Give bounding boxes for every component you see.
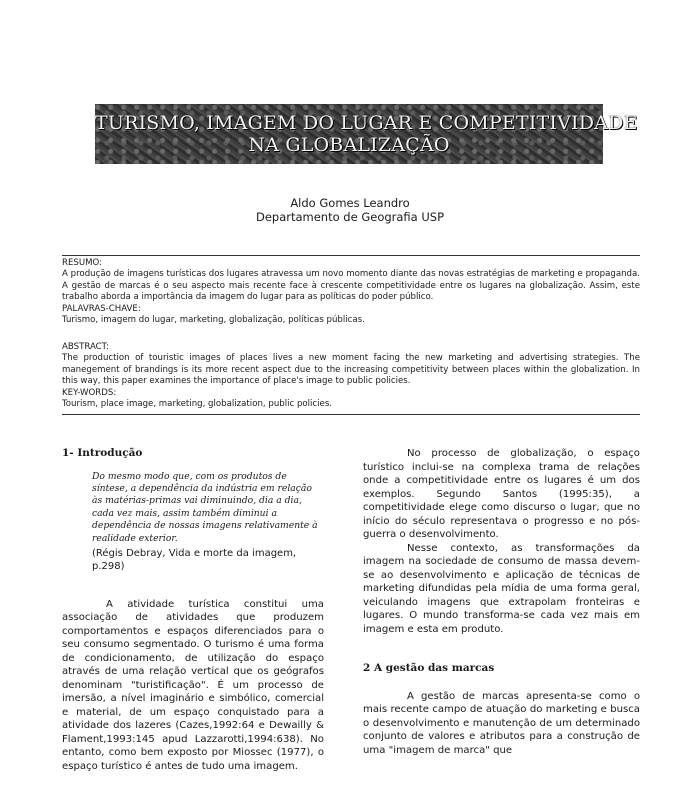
title-banner (95, 104, 638, 164)
abstract-text: The production of touristic images of places lives a new moment facing the new marketing and advertising strategies. The manegement of brandings is its more recent aspect due to the increasing competitivity between places within the globalization. In this way, this paper examines the importance of place's image to public policies. (62, 353, 640, 387)
bottom-divider (62, 414, 640, 415)
abstract-block (62, 342, 640, 410)
left-column (62, 447, 324, 773)
resumo-text: A produção de imagens turísticas dos lugares atravessa um novo momento diante das novas estratégias de marketing e propaganda. A gestão de marcas é o seu aspecto mais recente face à crescente competitividade entre os lugares na globalização. Assim, este trabalho aborda a importância da imagem do lugar para as políticas do poder público. (62, 269, 640, 303)
top-divider (62, 255, 640, 256)
section-1-heading: 1- Introdução (62, 447, 143, 459)
intro-paragraph-2: No processo de globalização, o espaço turístico inclui-se na complexa trama de relações onde a competitividade entre os lugares é um dos exemplos. Segundo Santos (1995:35), a competitividade elege como discurso o lugar, que no início do século representava o progresso e no pós-guerra o desenvolvimento. (363, 448, 640, 540)
author-affiliation: Departamento de Geografia USP (255, 210, 445, 224)
abstract-label: ABSTRACT: (62, 342, 109, 352)
palavras-chave-text: Turismo, imagem do lugar, marketing, globalização, políticas públicas. (62, 315, 365, 326)
resumo-label: RESUMO: (62, 258, 103, 268)
epigraph-source: (Régis Debray, Vida e morte da imagem, p.298) (92, 547, 297, 573)
title-line-1: TURISMO, IMAGEM DO LUGAR E COMPETITIVIDADE (95, 112, 638, 134)
intro-paragraph-1: A atividade turística constitui uma associação de atividades que produzem comportamentos e espaços diferenciados para o seu consumo segmentado. O turismo é uma forma de condicionamento, de utilização do espaço através de uma relação vertical que os geógrafos denominam "turistificação". É um processo de imersão, a nível imaginário e simbólico, comercial e material, de um espaço conquistado para a atividade dos lazeres (Cazes,1992:64 e Dewailly & Flament,1993:145 apud Lazzarotti,1994:638). No entanto, como bem exposto por Miossec (1977), o espaço turístico é antes de tudo uma imagem. (62, 598, 324, 772)
title-line-2: NA GLOBALIZAÇÃO (248, 134, 450, 156)
keywords-label: KEY-WORDS: (62, 387, 117, 398)
resumo-block (62, 258, 640, 326)
keywords-text: Tourism, place image, marketing, globalization, public policies. (62, 399, 333, 410)
palavras-chave-label: PALAVRAS-CHAVE: (62, 303, 141, 314)
intro-paragraph-3: Nesse contexto, as transformações da imagem na sociedade de consumo de massa devem-se ao desenvolvimento e aplicação de técnicas de marketing difundidas pela mídia de uma forma geral, veiculando imagens que extrapolam fronteiras e lugares. O mundo transforma-se cada vez mais em imagem e esta em produto. (363, 542, 640, 635)
section-2-paragraph-1: A gestão de marcas apresenta-se como o mais recente campo de atuação do marketing e busca o desenvolvimento e manutenção de um determinado conjunto de valores e atributos para a construção de uma "imagem de marca" que (363, 690, 640, 756)
section-2-heading: 2 A gestão das marcas (363, 662, 495, 674)
author-name: Aldo Gomes Leandro (290, 196, 410, 210)
epigraph-quote: Do mesmo modo que, com os produtos de síntese, a dependência da indústria em relação às matérias-primas vai diminuindo, dia a dia, cada vez mais, assim também diminui a dependência de nossas imagens relativamente à realidade exterior. (92, 470, 318, 544)
right-column (363, 447, 640, 757)
